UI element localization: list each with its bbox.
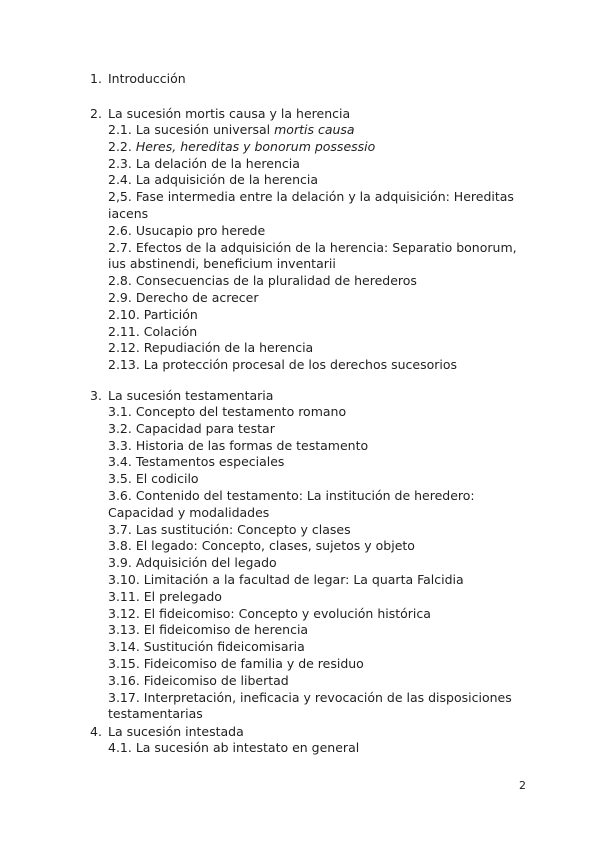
- item-text: 3.5. El codicilo: [108, 471, 199, 487]
- subsection-list: [108, 740, 530, 757]
- toc-subsection-item: [108, 290, 530, 307]
- section-number: 1.: [90, 71, 102, 86]
- toc-section-4: [90, 723, 530, 757]
- toc-subsection-item: [108, 404, 530, 421]
- toc-subsection-item: [108, 555, 530, 572]
- item-text: 2.12. Repudiación de la herencia: [108, 340, 314, 356]
- item-text: 2.6. Usucapio pro herede: [108, 222, 266, 238]
- toc-subsection-item: [108, 454, 530, 471]
- item-text: 3.4. Testamentos especiales: [108, 454, 285, 470]
- section-title: Introducción: [108, 71, 186, 86]
- toc-subsection-item: [108, 240, 530, 274]
- toc-subsection-item: [108, 740, 530, 757]
- section-number: 4.: [90, 724, 102, 740]
- toc-subsection-item: [108, 340, 530, 357]
- item-text: 3.7. Las sustitución: Concepto y clases: [108, 521, 351, 537]
- item-text: 4.1. La sucesión ab intestato en general: [108, 740, 360, 756]
- item-text: 3.17. Interpretación, ineficacia y revocación de las disposiciones testamentarias: [108, 689, 512, 722]
- item-text: 3.14. Sustitución fideicomisaria: [108, 639, 305, 655]
- page-number: 2: [519, 779, 526, 792]
- toc-subsection-item: [108, 307, 530, 324]
- toc-subsection-item: [108, 421, 530, 438]
- item-text: 3.6. Contenido del testamento: La institución de heredero: Capacidad y modalidades: [108, 487, 475, 520]
- section-number: 3.: [90, 387, 102, 403]
- section-title: La sucesión testamentaria: [108, 387, 274, 403]
- section-title: La sucesión mortis causa y la herencia: [108, 106, 351, 121]
- toc-subsection-item: [108, 572, 530, 589]
- toc-subsection-item: [108, 622, 530, 639]
- toc-subsection-item: [108, 656, 530, 673]
- item-text: 2.13. La protección procesal de los derechos sucesorios: [108, 357, 458, 373]
- italic-text: Heres, hereditas y bonorum possessio: [135, 138, 376, 154]
- toc-subsection-item: [108, 538, 530, 555]
- table-of-contents: [90, 70, 530, 757]
- toc-subsection-item: [108, 589, 530, 606]
- section-title: La sucesión intestada: [108, 724, 244, 740]
- item-text: 3.1. Concepto del testamento romano: [108, 403, 347, 419]
- item-text: 2.9. Derecho de acrecer: [108, 289, 259, 305]
- item-text: 2.1. La sucesión universal: [108, 122, 275, 137]
- item-text: 2.11. Colación: [108, 323, 198, 339]
- subsection-list: [108, 122, 530, 374]
- section-number: 2.: [90, 106, 102, 121]
- subsection-list: [108, 404, 530, 723]
- toc-section-1: [90, 70, 530, 87]
- item-text: 3.2. Capacidad para testar: [108, 420, 275, 436]
- italic-text: mortis causa: [274, 122, 355, 137]
- item-text: 3.8. El legado: Concepto, clases, sujetos y objeto: [108, 538, 415, 554]
- toc-subsection-item: [108, 223, 530, 240]
- item-text: 2.4. La adquisición de la herencia: [108, 172, 319, 188]
- item-text: 2.3. La delación de la herencia: [108, 155, 300, 171]
- item-text: 3.3. Historia de las formas de testamento: [108, 437, 369, 453]
- item-text: 2.7. Efectos de la adquisición de la herencia: Separatio bonorum, ius abstinendi, beneficium inventarii: [108, 239, 517, 272]
- item-text: 2,5. Fase intermedia entre la delación y la adquisición: Hereditas iacens: [108, 189, 514, 221]
- toc-subsection-item: [108, 471, 530, 488]
- item-text: 3.16. Fideicomiso de libertad: [108, 672, 289, 688]
- item-text: 3.10. Limitación a la facultad de legar: La quarta Falcidia: [108, 571, 464, 587]
- toc-subsection-item: [108, 156, 530, 173]
- toc-section-2: [90, 105, 530, 374]
- toc-subsection-item: [108, 522, 530, 539]
- toc-subsection-item: [108, 273, 530, 290]
- toc-subsection-item: [108, 139, 530, 156]
- item-text: 2.8. Consecuencias de la pluralidad de herederos: [108, 273, 417, 289]
- toc-subsection-item: [108, 673, 530, 690]
- toc-subsection-item: [108, 606, 530, 623]
- toc-subsection-item: [108, 357, 530, 374]
- item-text: 3.13. El fideicomiso de herencia: [108, 622, 309, 638]
- toc-subsection-item: [108, 189, 530, 223]
- toc-subsection-item: [108, 324, 530, 341]
- toc-subsection-item: [108, 639, 530, 656]
- item-text: 3.12. El fideicomiso: Concepto y evolución histórica: [108, 605, 431, 621]
- item-text: 3.15. Fideicomiso de familia y de residuo: [108, 655, 364, 671]
- toc-subsection-item: [108, 122, 530, 139]
- toc-subsection-item: [108, 488, 530, 522]
- toc-subsection-item: [108, 438, 530, 455]
- item-text: 3.9. Adquisición del legado: [108, 555, 277, 571]
- item-text: 2.10. Partición: [108, 306, 198, 322]
- item-text: 2.2.: [108, 138, 136, 154]
- toc-subsection-item: [108, 172, 530, 189]
- toc-subsection-item: [108, 690, 530, 724]
- toc-section-3: [90, 387, 530, 723]
- item-text: 3.11. El prelegado: [108, 588, 222, 604]
